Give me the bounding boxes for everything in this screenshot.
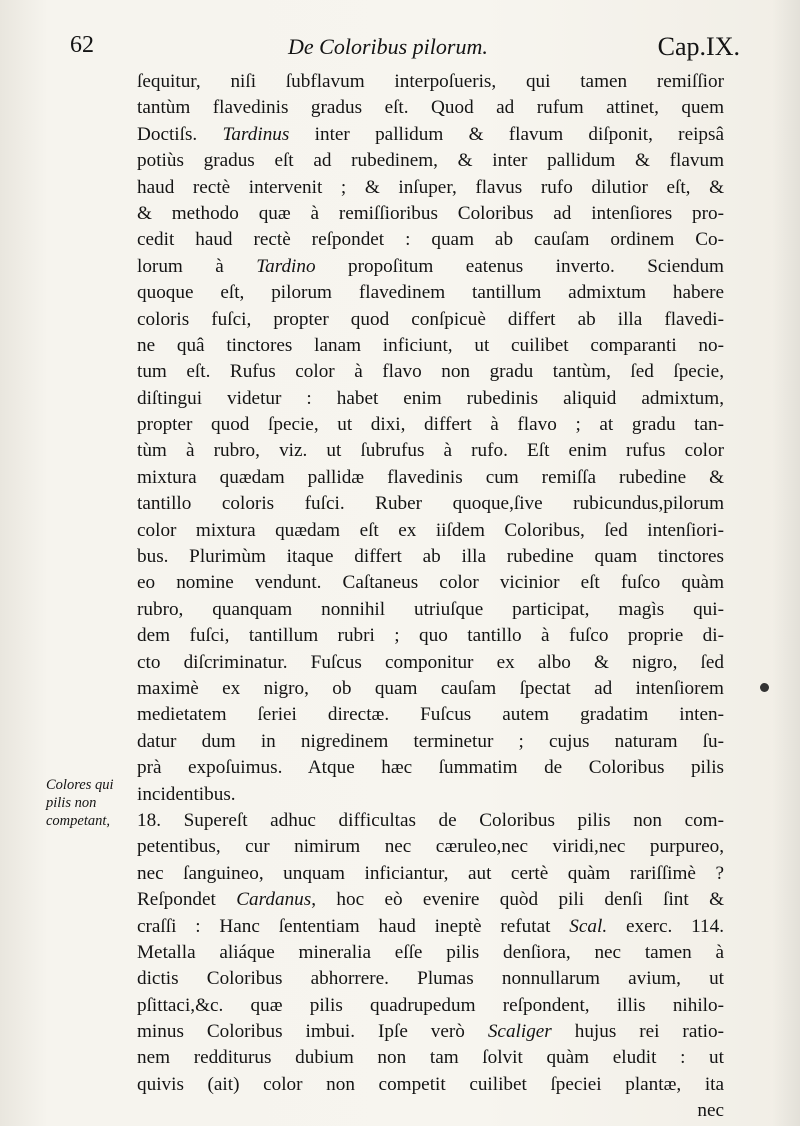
text-line: pſittaci,&c. quæ pilis quadrupedum reſpondent, illis nihilo- xyxy=(137,994,724,1016)
text-line: nec ſanguineo, unquam inficiantur, aut certè quàm rariſſimè ? xyxy=(137,862,724,884)
text-line: tùm à rubro, viz. ut ſubrufus à rufo. Eſt enim rufus color xyxy=(137,440,724,462)
text-line: propter quod ſpecie, ut dixi, differt à flavo ; at gradu tan- xyxy=(137,414,724,436)
text-line: prà expoſuimus. Atque hæc ſummatim de Coloribus pilis xyxy=(137,757,724,779)
text-line: diſtingui videtur : habet enim rubedinis aliquid admixtum, xyxy=(137,387,724,409)
text-line: medietatem ſeriei directæ. Fuſcus autem gradatim inten- xyxy=(137,704,724,726)
text-line: bus. Plurimùm itaque differt ab illa rubedine quam tinctores xyxy=(137,546,724,568)
page-edge-shadow xyxy=(772,0,800,1126)
text-line: quivis (ait) color non competit cuilibet ſpeciei plantæ, ita xyxy=(137,1073,724,1095)
text-line: dictis Coloribus abhorrere. Plumas nonnullarum avium, ut xyxy=(137,968,724,990)
text-line: Metalla aliáque mineralia eſſe pilis denſiora, nec tamen à xyxy=(137,941,724,963)
text-line: tantillo coloris fuſci. Ruber quoque,ſive rubicundus,pilorum xyxy=(137,493,724,515)
text-line: 18. Supereſt adhuc difficultas de Coloribus pilis non com- xyxy=(137,809,724,831)
text-line: coloris fuſci, propter quod conſpicuè differt ab illa flavedi- xyxy=(137,308,724,330)
text-line: ne quâ tinctores lanam inficiunt, ut cuilibet comparanti no- xyxy=(137,334,724,356)
text-line: haud rectè intervenit ; & inſuper, flavus rufo dilutior eſt, & xyxy=(137,176,724,198)
running-header xyxy=(70,32,740,68)
text-line: incidentibus. xyxy=(137,783,236,805)
text-line: datur dum in nigredinem terminetur ; cujus naturam ſu- xyxy=(137,730,724,752)
text-line: tantùm flavedinis gradus eſt. Quod ad rufum attinet, quem xyxy=(137,97,724,119)
running-title: De Coloribus pilorum. xyxy=(288,34,488,59)
text-line: rubro, quanquam nonnihil utriuſque participat, magìs qui- xyxy=(137,598,724,620)
ink-blot xyxy=(760,683,769,692)
margin-note-line: pilis non xyxy=(46,795,97,811)
text-line: cto diſcriminatur. Fuſcus componitur ex albo & nigro, ſed xyxy=(137,651,724,673)
text-line: cedit haud rectè reſpondet : quam ab cauſam ordinem Co- xyxy=(137,229,724,251)
text-line: mixtura quædam pallidæ flavedinis cum remiſſa rubedine & xyxy=(137,466,724,488)
chapter-label: Cap.IX. xyxy=(657,32,740,61)
page-number: 62 xyxy=(70,32,94,58)
body-text xyxy=(137,69,724,1125)
text-line: quoque eſt, pilorum flavedinem tantillum admixtum habere xyxy=(137,282,724,304)
text-line: ſequitur, niſi ſubflavum interpoſueris, qui tamen remiſſior xyxy=(137,71,724,92)
margin-note-line: Colores qui xyxy=(46,777,114,793)
text-line: nec xyxy=(697,1100,724,1122)
text-line: Reſpondet Cardanus, hoc eò evenire quòd pili denſi ſint & xyxy=(137,889,724,911)
margin-note xyxy=(46,776,132,830)
margin-note-line: competant, xyxy=(46,813,111,829)
text-line: dem fuſci, tantillum rubri ; quo tantillo à fuſco proprie di- xyxy=(137,625,724,647)
text-line: minus Coloribus imbui. Ipſe verò Scaliger hujus rei ratio- xyxy=(137,1021,724,1043)
text-line: craſſi : Hanc ſententiam haud ineptè refutat Scal. exerc. 114. xyxy=(137,915,724,937)
text-line: eo nomine vendunt. Caſtaneus color vicinior eſt fuſco quàm xyxy=(137,572,724,594)
text-line: petentibus, cur nimirum nec cæruleo,nec viridi,nec purpureo, xyxy=(137,836,724,858)
text-line: maximè ex nigro, ob quam cauſam ſpectat ad intenſiorem xyxy=(137,677,724,699)
text-line: tum eſt. Rufus color à flavo non gradu tantùm, ſed ſpecie, xyxy=(137,361,724,383)
text-line: Doctiſs. Tardinus inter pallidum & flavum diſponit, reipsâ xyxy=(137,123,724,145)
text-line: potiùs gradus eſt ad rubedinem, & inter pallidum & flavum xyxy=(137,150,724,172)
text-line: color mixtura quædam eſt ex iiſdem Coloribus, ſed intenſiori- xyxy=(137,519,724,541)
text-line: lorum à Tardino propoſitum eatenus inverto. Sciendum xyxy=(137,255,724,277)
text-line: & methodo quæ à remiſſioribus Coloribus ad intenſiores pro- xyxy=(137,202,724,224)
text-line: nem redditurus dubium non tam ſolvit quàm eludit : ut xyxy=(137,1047,724,1069)
